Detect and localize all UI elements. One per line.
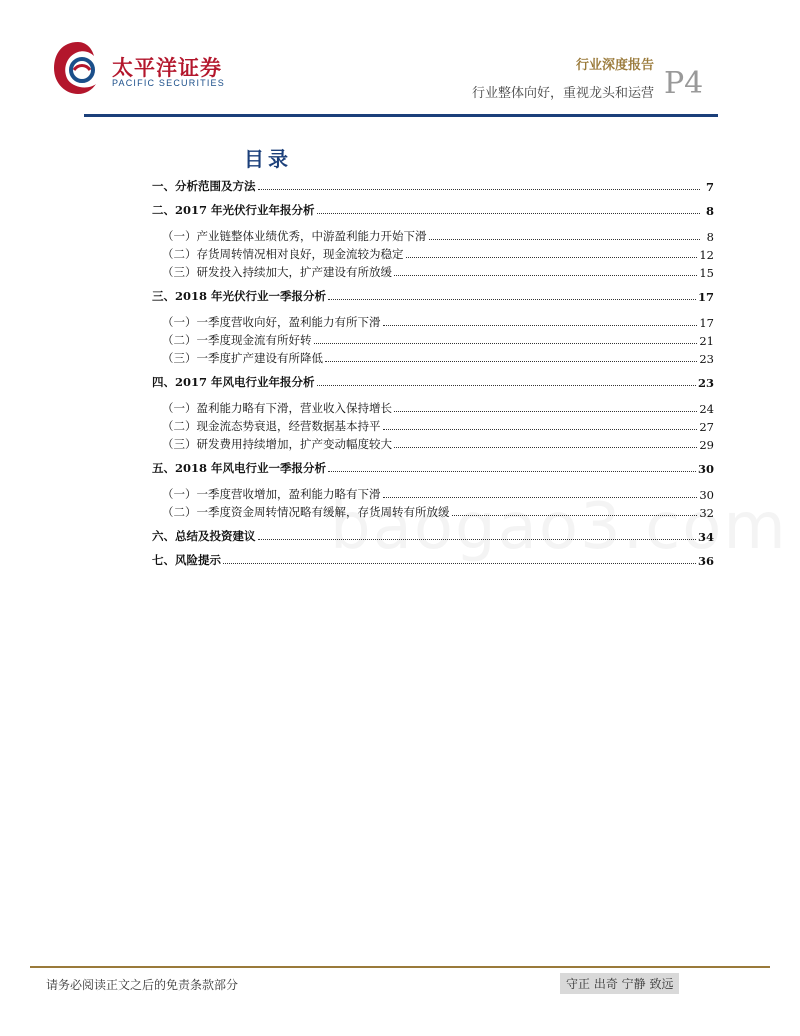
toc-entry[interactable] — [152, 416, 714, 434]
footer-disclaimer: 请务必阅读正文之后的免责条款部分 — [46, 978, 239, 992]
toc-entry-label: 三、2018 年光伏行业一季报分析 — [152, 289, 327, 303]
logo-english-name: PACIFIC SECURITIES — [112, 78, 225, 88]
toc-entry[interactable] — [152, 226, 714, 244]
header-divider — [84, 114, 718, 117]
toc-entry-label: 五、2018 年风电行业一季报分析 — [152, 461, 327, 475]
toc-dot-leader — [383, 324, 698, 326]
toc-entry[interactable] — [152, 200, 714, 218]
toc-entry-label: （一）一季度营收增加，盈利能力略有下滑 — [162, 487, 381, 501]
toc-entry-page: 7 — [705, 180, 714, 194]
toc-entry-page: 15 — [699, 266, 714, 280]
toc-dot-leader — [325, 360, 697, 362]
toc-entry-page: 32 — [699, 506, 714, 520]
toc-entry-label: 二、2017 年光伏行业年报分析 — [152, 203, 315, 217]
toc-entry[interactable] — [152, 330, 714, 348]
pacific-securities-emblem-icon — [52, 40, 104, 96]
report-subtitle: 行业整体向好，重视龙头和运营 — [471, 86, 654, 101]
toc-entry-label: （二）一季度资金周转情况略有缓解，存货周转有所放缓 — [162, 505, 450, 519]
toc-entry-label: （三）研发费用持续增加，扩产变动幅度较大 — [162, 437, 392, 451]
report-type: 行业深度报告 — [575, 58, 654, 73]
toc-entry[interactable] — [152, 262, 714, 280]
toc-dot-leader — [258, 188, 701, 190]
toc-entry-label: 七、风险提示 — [152, 553, 221, 567]
toc-entry-page: 23 — [697, 376, 714, 390]
toc-title: 目录 — [244, 147, 292, 171]
company-logo — [52, 40, 242, 100]
toc-entry-page: 8 — [705, 204, 714, 218]
toc-entry-label: 四、2017 年风电行业年报分析 — [152, 375, 315, 389]
toc-entry-label: （三）研发投入持续加大，扩产建设有所放缓 — [162, 265, 392, 279]
toc-entry[interactable] — [152, 176, 714, 194]
toc-dot-leader — [394, 446, 697, 448]
toc-entry-page: 21 — [699, 334, 714, 348]
footer-motto: 守正 出奇 宁静 致远 — [560, 973, 679, 994]
toc-dot-leader — [394, 410, 697, 412]
toc-dot-leader — [394, 274, 697, 276]
toc-entry-page: 30 — [699, 488, 714, 502]
toc-entry[interactable] — [152, 286, 714, 304]
toc-entry[interactable] — [152, 244, 714, 262]
toc-dot-leader — [317, 384, 696, 386]
toc-entry-page: 34 — [697, 530, 714, 544]
toc-entry-label: 一、分析范围及方法 — [152, 179, 256, 193]
logo-chinese-name: 太平洋证券 — [112, 56, 222, 80]
toc-entry-page: 17 — [697, 290, 714, 304]
toc-dot-leader — [383, 428, 698, 430]
page-number: P4 — [664, 66, 704, 101]
toc-dot-leader — [328, 470, 696, 472]
toc-entry-page: 24 — [699, 402, 714, 416]
toc-dot-leader — [317, 212, 700, 214]
toc-entry-page: 29 — [699, 438, 714, 452]
toc-entry-label: （二）一季度现金流有所好转 — [162, 333, 312, 347]
toc-dot-leader — [328, 298, 696, 300]
toc-entry[interactable] — [152, 312, 714, 330]
toc-entry[interactable] — [152, 372, 714, 390]
toc-entry-page: 27 — [699, 420, 714, 434]
toc-entry[interactable] — [152, 458, 714, 476]
toc-entry-page: 17 — [699, 316, 714, 330]
toc-dot-leader — [314, 342, 698, 344]
toc-entry-page: 36 — [697, 554, 714, 568]
watermark — [330, 490, 788, 564]
toc-entry-page: 8 — [706, 230, 714, 244]
toc-entry-label: 六、总结及投资建议 — [152, 529, 256, 543]
toc-entry-label: （二）现金流态势衰退，经营数据基本持平 — [162, 419, 381, 433]
toc-entry[interactable] — [152, 434, 714, 452]
footer-divider — [30, 966, 770, 968]
toc-entry-label: （二）存货周转情况相对良好，现金流较为稳定 — [162, 247, 404, 261]
toc-entry-page: 12 — [699, 248, 714, 262]
toc-dot-leader — [429, 238, 701, 240]
toc-entry[interactable] — [152, 348, 714, 366]
toc-dot-leader — [406, 256, 698, 258]
toc-entry-label: （一）产业链整体业绩优秀，中游盈利能力开始下滑 — [162, 229, 427, 243]
toc-entry-page: 23 — [699, 352, 714, 366]
toc-entry[interactable] — [152, 398, 714, 416]
toc-entry-label: （三）一季度扩产建设有所降低 — [162, 351, 323, 365]
toc-entry-page: 30 — [697, 462, 714, 476]
toc-entry-label: （一）盈利能力略有下滑，营业收入保持增长 — [162, 401, 392, 415]
toc-entry-label: （一）一季度营收向好，盈利能力有所下滑 — [162, 315, 381, 329]
